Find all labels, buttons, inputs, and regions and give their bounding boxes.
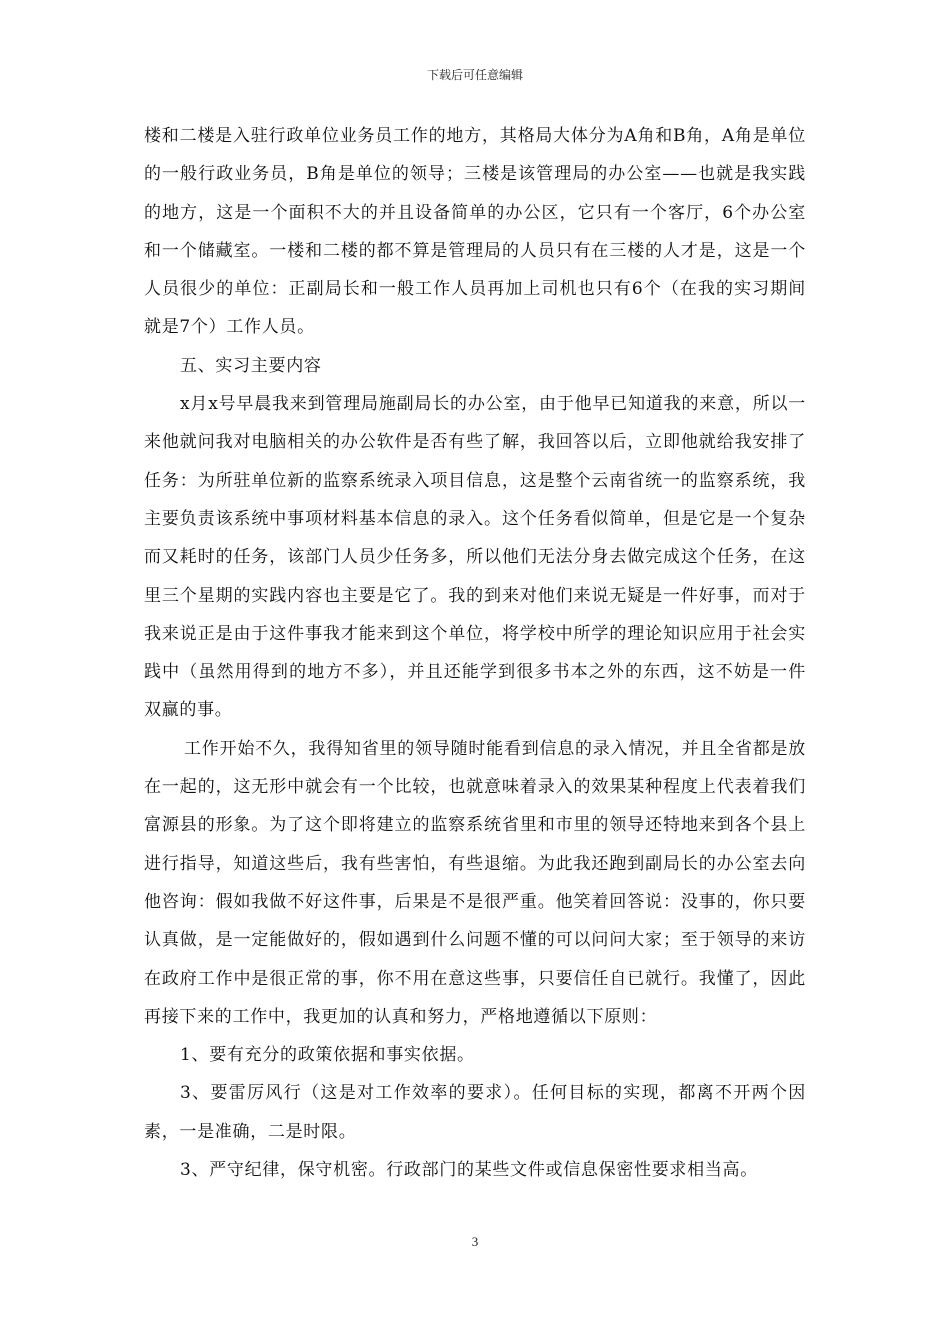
document-body <box>144 117 806 1189</box>
paragraph-work-start: 工作开始不久，我得知省里的领导随时能看到信息的录入情况，并且全省都是放在一起的，这无形中就会有一个比较，也就意味着录入的效果某种程度上代表着我们富源县的形象。为了这个即将建立的监察系统省里和市里的领导还特地来到各个县上进行指导，知道这些后，我有些害怕，有些退缩。为此我还跑到副局长的办公室去向他咨询：假如我做不好这件事，后果是不是很严重。他笑着回答说：没事的，你只要认真做，是一定能做好的，假如遇到什么问题不懂的可以问问大家；至于领导的来访在政府工作中是很正常的事，你不用在意这些事，只要信任自已就行。我懂了，因此再接下来的工作中，我更加的认真和努力，严格地遵循以下原则： <box>144 738 806 1027</box>
page-header: 下载后可任意编辑 <box>426 68 523 82</box>
principle-item-3: 3、严守纪律，保守机密。行政部门的某些文件或信息保密性要求相当高。 <box>180 1160 758 1181</box>
principle-item-2: 3、要雷厉风行（这是对工作效率的要求）。任何目标的实现，都离不开两个因素，一是准确，二是时限。 <box>144 1083 806 1142</box>
principle-item-1: 1、要有充分的政策依据和事实依据。 <box>180 1045 475 1066</box>
section-heading-internship-content: 五、实习主要内容 <box>180 355 322 376</box>
paragraph-building-layout: 楼和二楼是入驻行政单位业务员工作的地方，其格局大体分为A角和B角，A角是单位的一般行政业务员，B角是单位的领导；三楼是该管理局的办公室——也就是我实践的地方，这是一个面积不大的并且设备简单的办公区，它只有一个客厅，6个办公室和一个储藏室。一楼和二楼的都不算是管理局的人员只有在三楼的人才是，这是一个人员很少的单位：正副局长和一般工作人员再加上司机也只有6个（在我的实习期间就是7个）工作人员。 <box>144 126 806 338</box>
page-number: 3 <box>471 1234 479 1249</box>
paragraph-first-day: x月x号早晨我来到管理局施副局长的办公室，由于他早已知道我的来意，所以一来他就问我对电脑相关的办公软件是否有些了解，我回答以后，立即他就给我安排了任务：为所驻单位新的监察系统录入项目信息，这是整个云南省统一的监察系统，我主要负责该系统中事项材料基本信息的录入。这个任务看似简单，但是它是一个复杂而又耗时的任务，该部门人员少任务多，所以他们无法分身去做完成这个任务，在这里三个星期的实践内容也主要是它了。我的到来对他们来说无疑是一件好事，而对于我来说正是由于这件事我才能来到这个单位，将学校中所学的理论知识应用于社会实践中（虽然用得到的地方不多），并且还能学到很多书本之外的东西，这不妨是一件双赢的事。 <box>144 394 806 721</box>
